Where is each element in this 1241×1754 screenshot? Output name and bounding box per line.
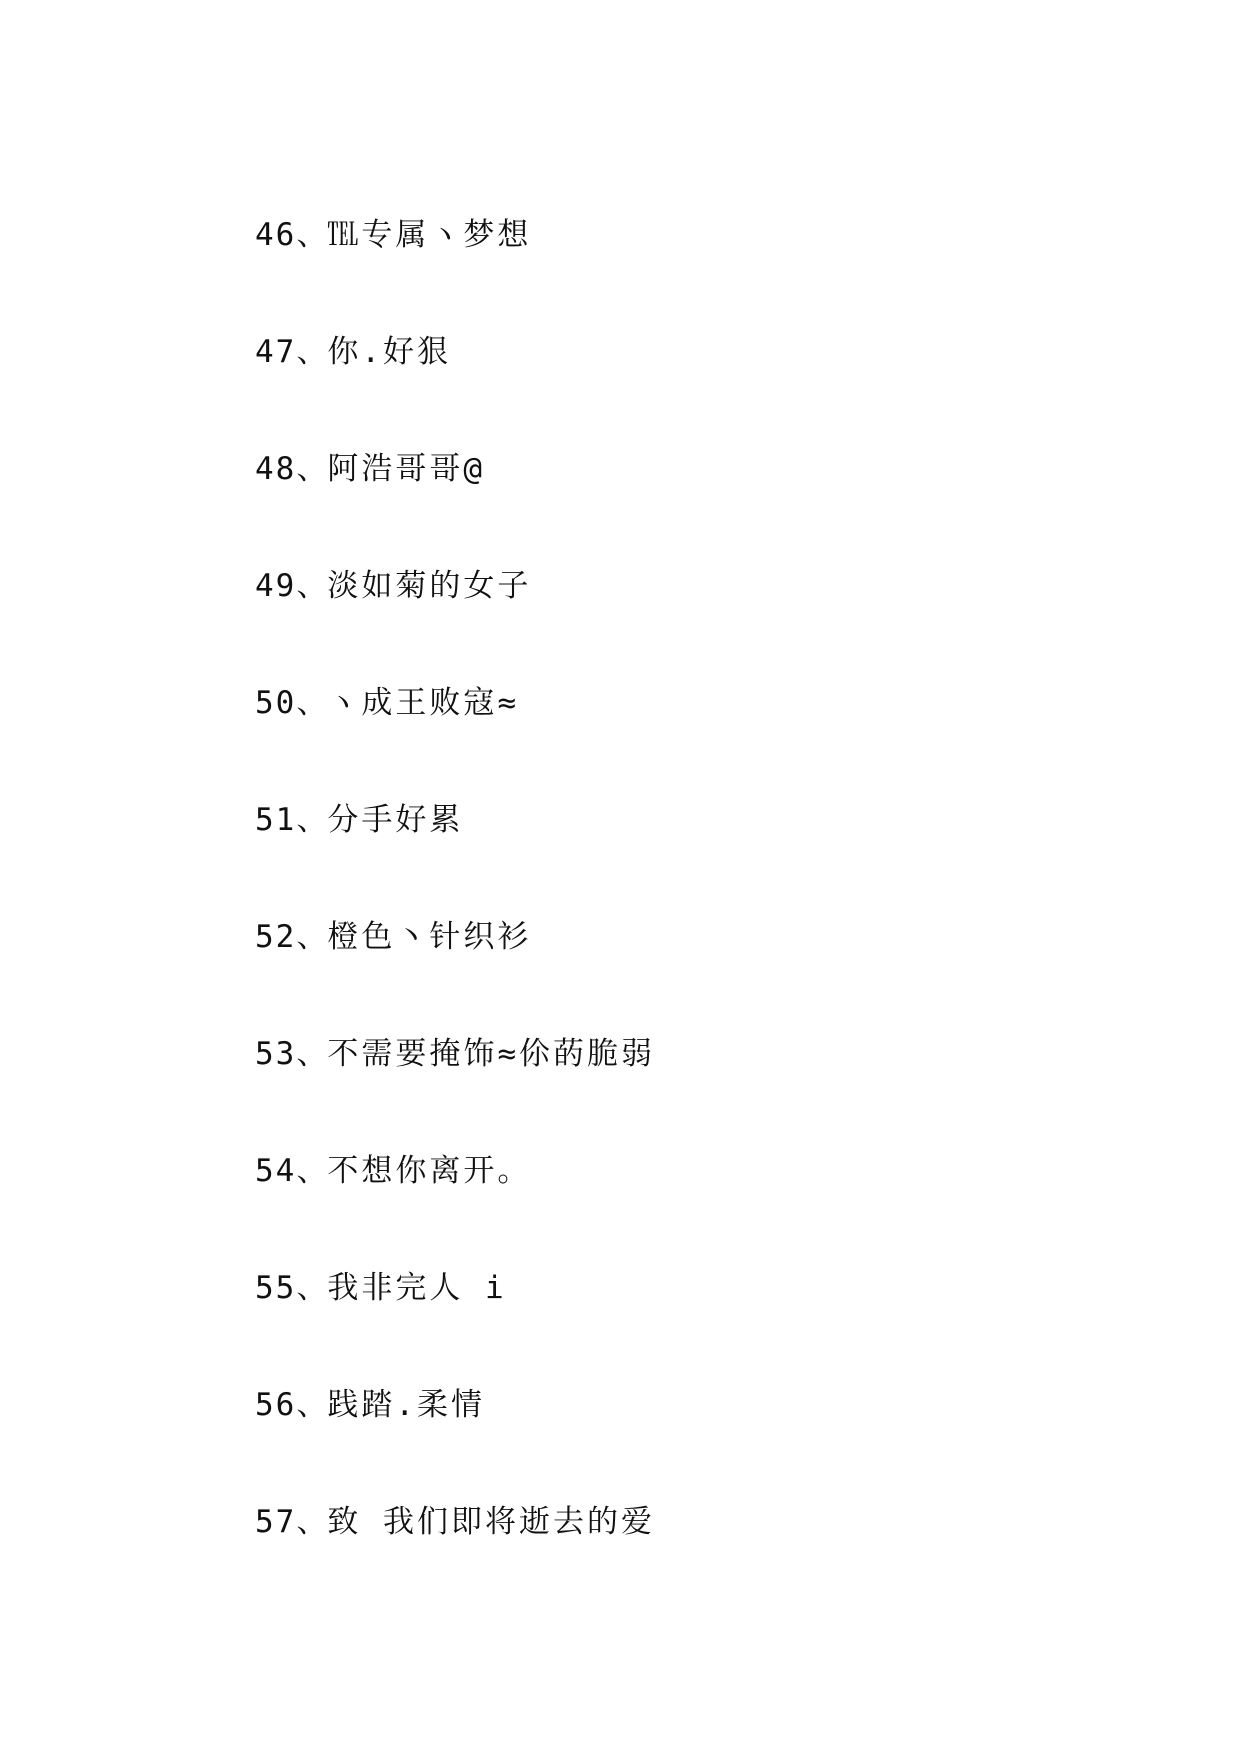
item-separator: 、 (296, 568, 328, 604)
list-item (255, 1388, 655, 1505)
item-separator: 、 (296, 1504, 328, 1540)
item-text: 你.好狠 (327, 334, 451, 370)
list-item (255, 803, 655, 920)
list-item (255, 920, 655, 1037)
item-separator: 、 (296, 1270, 328, 1306)
name-list (255, 218, 655, 1622)
item-separator: 、 (296, 451, 328, 487)
list-item (255, 218, 655, 335)
item-number: 53 (255, 1036, 297, 1072)
item-number: 46 (255, 217, 297, 253)
item-number: 48 (255, 451, 297, 487)
list-item (255, 686, 655, 803)
item-number: 47 (255, 334, 297, 370)
item-text: ℡专属ヽ梦想 (327, 217, 532, 253)
item-number: 54 (255, 1153, 297, 1189)
item-separator: 、 (296, 685, 328, 721)
item-number: 50 (255, 685, 297, 721)
list-item (255, 335, 655, 452)
item-text: 践踏.柔情 (327, 1387, 485, 1423)
item-text: 橙色丶针织衫 (327, 919, 532, 955)
item-separator: 、 (296, 1036, 328, 1072)
list-item (255, 1271, 655, 1388)
item-text: 阿浩哥哥@ (327, 451, 485, 487)
item-text: 不想你离开。 (327, 1153, 532, 1189)
item-number: 49 (255, 568, 297, 604)
item-text: ヽ成王败寇≈ (327, 685, 519, 721)
item-separator: 、 (296, 1153, 328, 1189)
item-text: 致 我们即将逝去的爱 (327, 1504, 655, 1540)
item-text: 分手好累 (327, 802, 464, 838)
item-text: 我非完人 i (327, 1270, 507, 1306)
item-text: 不需要掩饰≈伱菂脆弱 (327, 1036, 655, 1072)
item-number: 57 (255, 1504, 297, 1540)
item-separator: 、 (296, 217, 328, 253)
item-number: 55 (255, 1270, 297, 1306)
item-separator: 、 (296, 919, 328, 955)
list-item (255, 452, 655, 569)
list-item (255, 1037, 655, 1154)
item-text: 淡如菊的女子 (327, 568, 532, 604)
list-item (255, 1505, 655, 1622)
item-number: 51 (255, 802, 297, 838)
list-item (255, 569, 655, 686)
item-number: 56 (255, 1387, 297, 1423)
item-separator: 、 (296, 334, 328, 370)
item-separator: 、 (296, 802, 328, 838)
item-separator: 、 (296, 1387, 328, 1423)
list-item (255, 1154, 655, 1271)
item-number: 52 (255, 919, 297, 955)
